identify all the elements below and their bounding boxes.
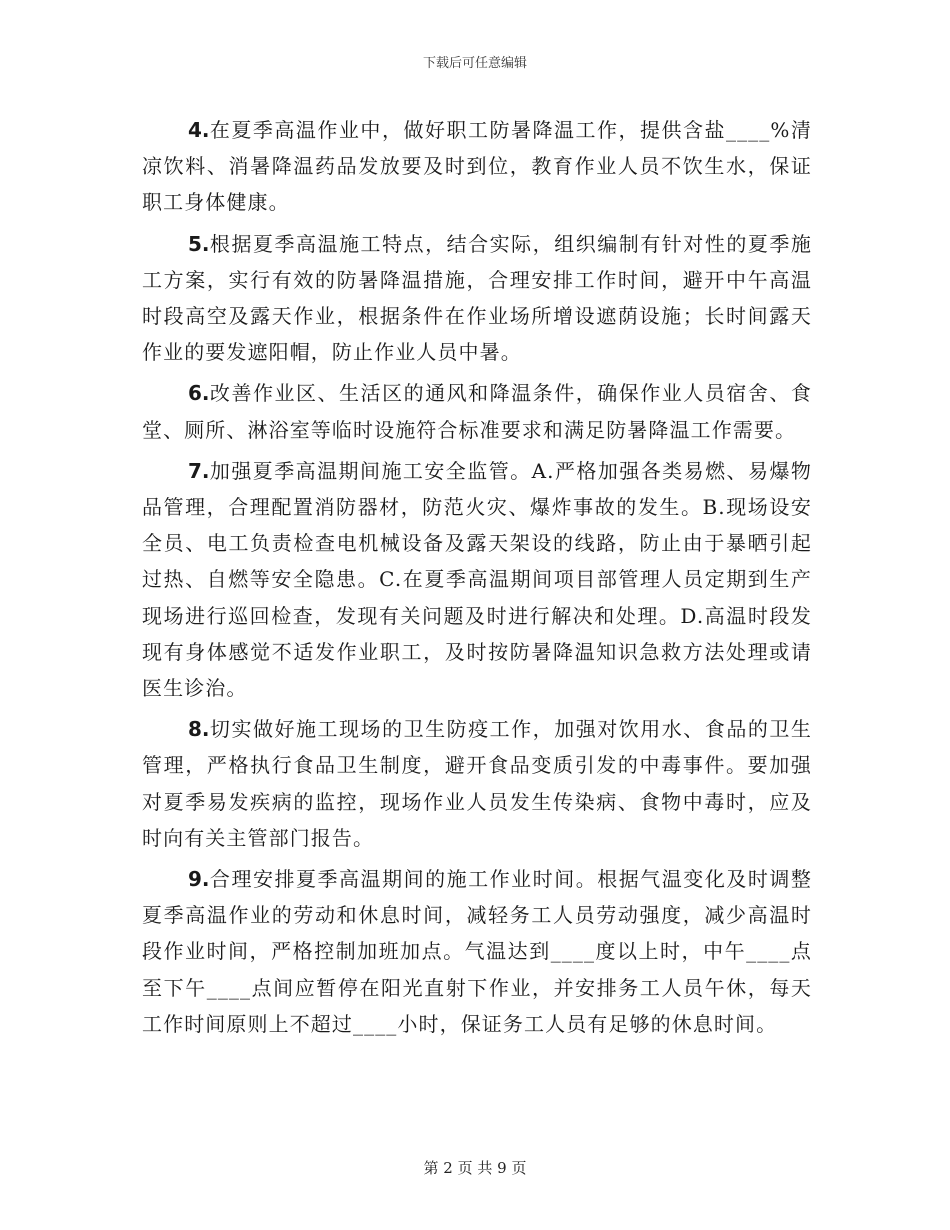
paragraph-text: 在夏季高温作业中，做好职工防暑降温工作，提供含盐____%清凉饮料、消暑降温药品发放要及时到位，教育作业人员不饮生水，保证职工身体健康。: [142, 118, 812, 215]
item-number: 4.: [188, 118, 210, 142]
page-header-note: 下载后可任意编辑: [422, 56, 527, 71]
item-number: 9.: [188, 867, 210, 892]
paragraph-text: 切实做好施工现场的卫生防疫工作，加强对饮用水、食品的卫生管理，严格执行食品卫生制度，避开食品变质引发的中毒事件。要加强对夏季易发疾病的监控，现场作业人员发生传染病、食物中毒时，应及时向有关主管部门报告。: [142, 717, 812, 850]
paragraph-text: 合理安排夏季高温期间的施工作业时间。根据气温变化及时调整夏季高温作业的劳动和休息时间，减轻务工人员劳动强度，减少高温时段作业时间，严格控制加班加点。气温达到____度以上时，中午____点至下午____点间应暂停在阳光直射下作业，并安排务工人员午休，每天工作时间原则上不超过____小时，保证务工人员有足够的休息时间。: [142, 867, 812, 1036]
paragraph-text: 加强夏季高温期间施工安全监管。A.严格加强各类易燃、易爆物品管理，合理配置消防器材，防范火灾、爆炸事故的发生。B.现场设安全员、电工负责检查电机械设备及露天架设的线路，防止由于暴晒引起过热、自燃等安全隐患。C.在夏季高温期间项目部管理人员定期到生产现场进行巡回检查，发现有关问题及时进行解决和处理。D.高温时段发现有身体感觉不适发作业职工，及时按防暑降温知识急救方法处理或请医生诊治。: [142, 458, 812, 701]
paragraph-item-9: [142, 861, 812, 1042]
paragraph-item-4: [142, 112, 812, 221]
item-number: 6.: [188, 381, 210, 406]
paragraph-item-8: [142, 711, 812, 856]
paragraph-item-7: [142, 453, 812, 706]
item-number: 8.: [188, 717, 210, 742]
paragraph-item-6: [142, 375, 812, 447]
paragraph-text: 根据夏季高温施工特点，结合实际，组织编制有针对性的夏季施工方案，实行有效的防暑降温措施，合理安排工作时间，避开中午高温时段高空及露天作业，根据条件在作业场所增设遮荫设施；长时间露天作业的要发遮阳帽，防止作业人员中暑。: [142, 231, 812, 365]
paragraph-item-5: [142, 226, 812, 371]
document-body: [142, 112, 812, 1047]
item-number: 7.: [188, 458, 210, 483]
paragraph-text: 改善作业区、生活区的通风和降温条件，确保作业人员宿舍、食堂、厕所、淋浴室等临时设施符合标准要求和满足防暑降温工作需要。: [142, 381, 812, 442]
item-number: 5.: [188, 231, 210, 256]
page-number-footer: 第 2 页 共 9 页: [423, 1159, 527, 1177]
